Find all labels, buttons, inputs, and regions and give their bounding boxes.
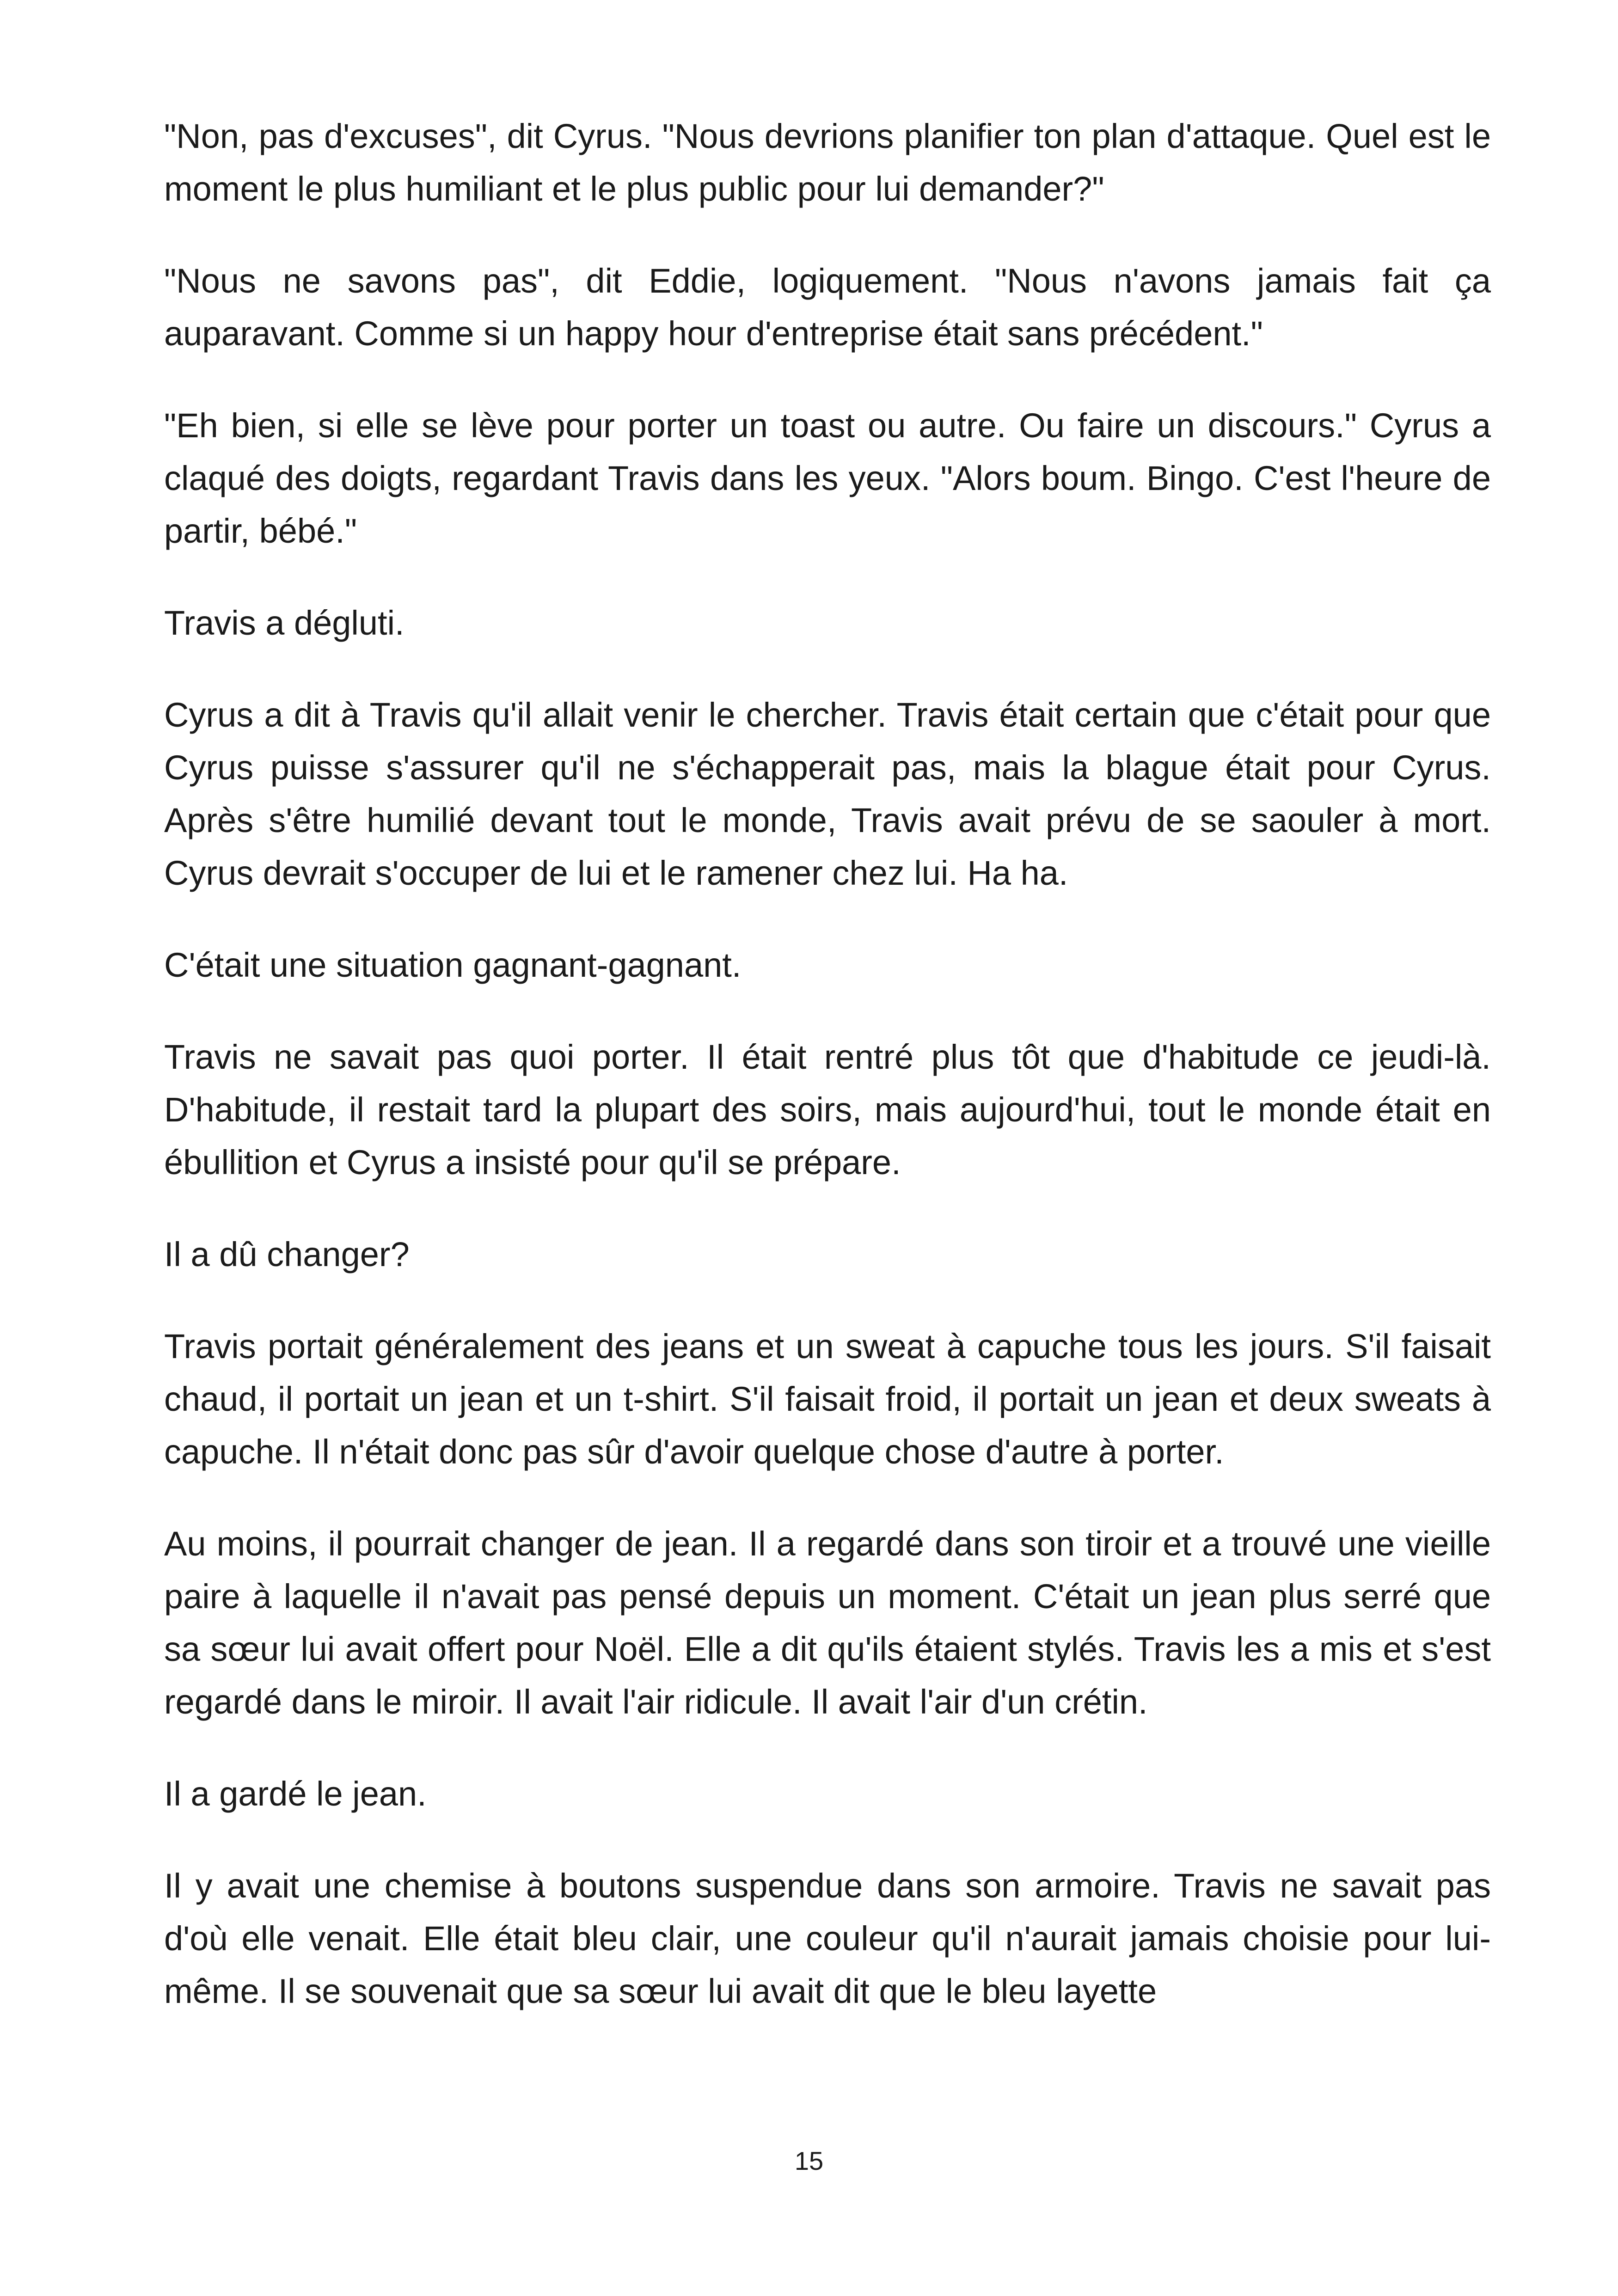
paragraph-5: Cyrus a dit à Travis qu'il allait venir le chercher. Travis était certain que c'était pour que Cyrus puisse s'assurer qu'il ne s'échapperait pas, mais la blague était pour Cyrus. Après s'être humilié devant tout le monde, Travis avait prévu de se saouler à mort. Cyrus devrait s'occuper de lui et le ramener chez lui. Ha ha. bbox=[164, 696, 1491, 892]
paragraph-12: Il y avait une chemise à boutons suspendue dans son armoire. Travis ne savait pas d'où elle venait. Elle était bleu clair, une couleur qu'il n'aurait jamais choisie pour lui-même. Il se souvenait que sa sœur lui avait dit que le bleu layette bbox=[164, 1867, 1491, 2010]
paragraph-4: Travis a dégluti. bbox=[164, 604, 404, 642]
paragraph-2: "Nous ne savons pas", dit Eddie, logiquement. "Nous n'avons jamais fait ça auparavant. Comme si un happy hour d'entreprise était sans précédent." bbox=[164, 262, 1491, 353]
paragraph-11: Il a gardé le jean. bbox=[164, 1775, 427, 1813]
paragraph-10: Au moins, il pourrait changer de jean. Il a regardé dans son tiroir et a trouvé une vieille paire à laquelle il n'avait pas pensé depuis un moment. C'était un jean plus serré que sa sœur lui avait offert pour Noël. Elle a dit qu'ils étaient stylés. Travis les a mis et s'est regardé dans le miroir. Il avait l'air ridicule. Il avait l'air d'un crétin. bbox=[164, 1525, 1491, 1721]
paragraph-6: C'était une situation gagnant-gagnant. bbox=[164, 946, 742, 984]
body-text bbox=[164, 110, 1491, 2018]
paragraph-7: Travis ne savait pas quoi porter. Il était rentré plus tôt que d'habitude ce jeudi-là. D'habitude, il restait tard la plupart des soirs, mais aujourd'hui, tout le monde était en ébullition et Cyrus a insisté pour qu'il se prépare. bbox=[164, 1038, 1491, 1182]
paragraph-8: Il a dû changer? bbox=[164, 1235, 410, 1274]
page-number: 15 bbox=[794, 2146, 824, 2175]
paragraph-9: Travis portait généralement des jeans et un sweat à capuche tous les jours. S'il faisait chaud, il portait un jean et un t-shirt. S'il faisait froid, il portait un jean et deux sweats à capuche. Il n'était donc pas sûr d'avoir quelque chose d'autre à porter. bbox=[164, 1327, 1491, 1471]
paragraph-3: "Eh bien, si elle se lève pour porter un toast ou autre. Ou faire un discours." Cyrus a claqué des doigts, regardant Travis dans les yeux. "Alors boum. Bingo. C'est l'heure de partir, bébé." bbox=[164, 406, 1491, 550]
paragraph-1: "Non, pas d'excuses", dit Cyrus. "Nous devrions planifier ton plan d'attaque. Quel est le moment le plus humiliant et le plus public pour lui demander?" bbox=[164, 117, 1491, 208]
